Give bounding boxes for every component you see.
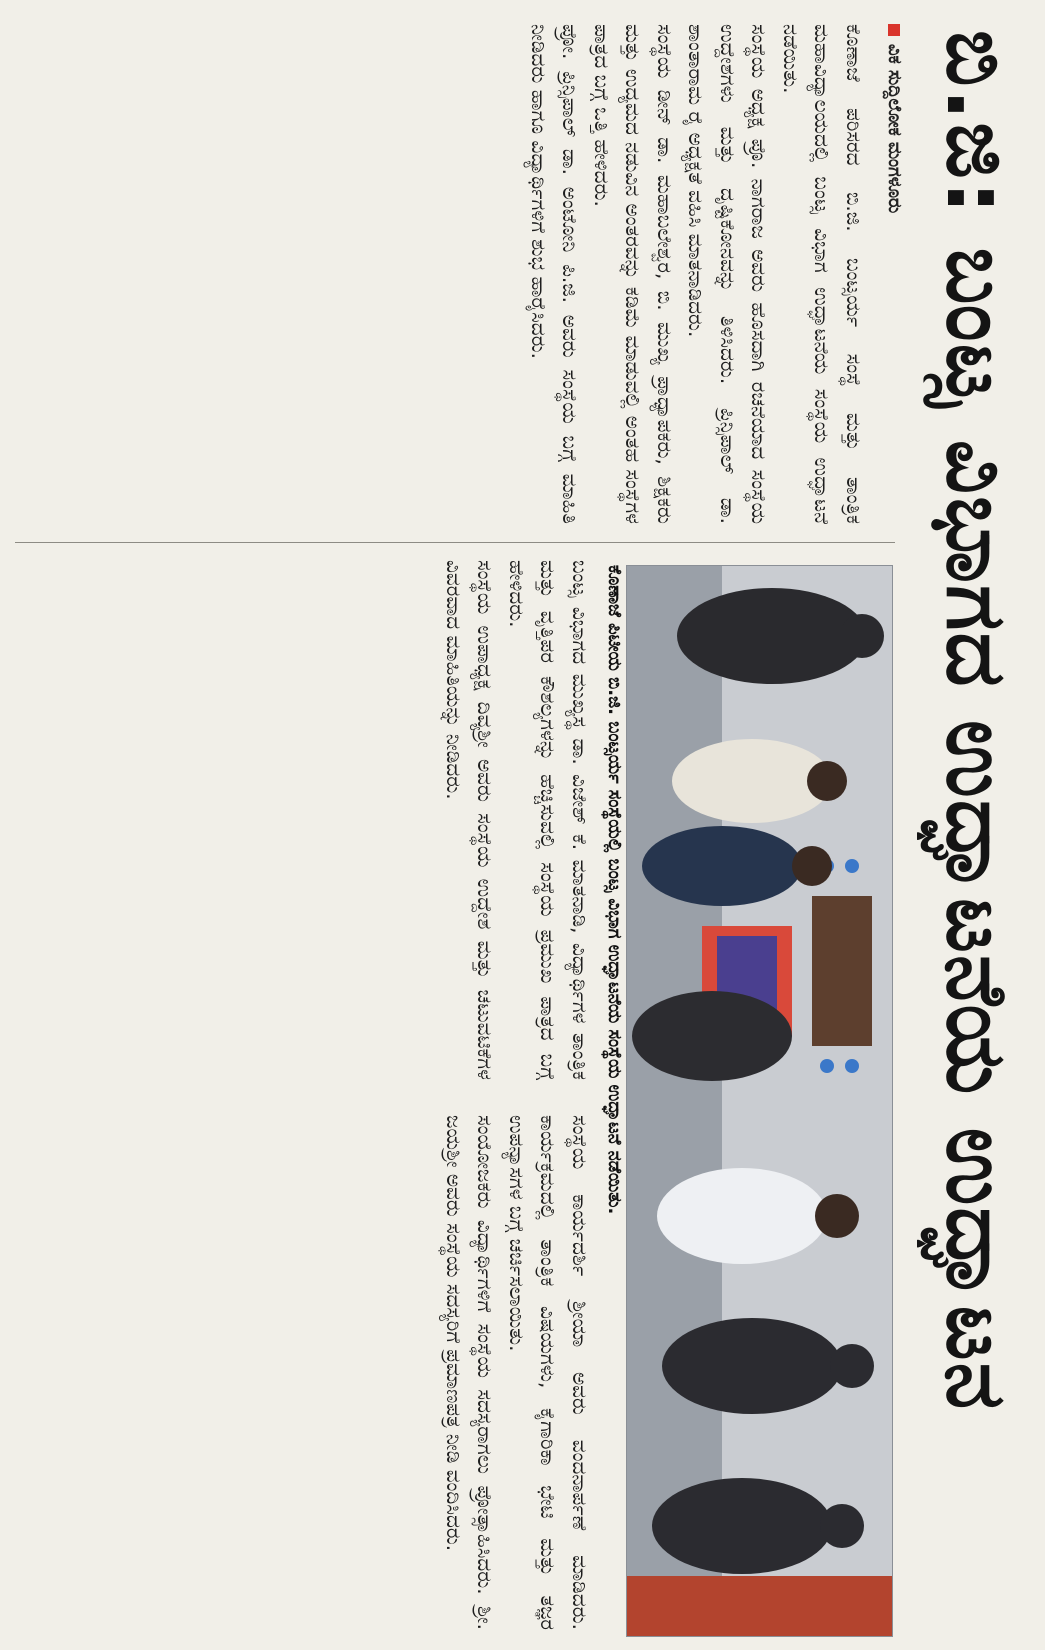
column-divider — [15, 542, 895, 543]
column-1 — [523, 24, 870, 524]
paragraph: ಸಂಸ್ಥೆಯ ಉಪಾಧ್ಯಕ್ಷ ದಿವ್ಯಶ್ರೀ ಅವರು ಸಂಸ್ಥೆಯ ಉದ್ದೇಶ ಮತ್ತು ಚಟುವಟಿಕೆಗಳ ವಿವರವಾದ ಮಾಹಿತಿಯನ್ನು ನೀಡಿದರು. — [442, 560, 498, 1080]
photo-illustration — [627, 566, 892, 1636]
column-2 — [438, 560, 596, 1080]
column-3 — [438, 1115, 596, 1630]
paragraph: ಸಂಸ್ಥೆಯ ಡೀನ್ ಡಾ. ಮಹಾಬಲೇಶ್ವರ, ಬಿ. ಮುಖ್ಯ ಪ್ರಾಧ್ಯಾಪಕರು, ಶಿಕ್ಷಕರು ಮತ್ತು ಉದ್ಯಮದ ನಡುವಿನ ಅಂತರವನ್ನು ಕಡಿಮೆ ಮಾಡುವಲ್ಲಿ ಅಂತಹ ಸಂಸ್ಥೆಗಳ ಪಾತ್ರದ ಬಗ್ಗೆ ಒತ್ತಿ ಹೇಳಿದರು. — [590, 24, 677, 524]
photo-caption: ಕೊಣಾಜೆ ಪಿಟೀಯ ಬಿ.ಜಿ. ಬಂಟ್ಸರ್ಯ ಸಂಸ್ಥೆಯಲ್ಲಿ ಬಂಟ್ಸ ವಿಭಾಗ ಉದ್ಘಾಟನೆಯ ಸಂಸ್ಥೆಯ ಉದ್ಘಾಟನೆ ನಡೆಯಿತು. — [604, 565, 625, 1215]
paragraph: ಬಂಟ್ಸ ವಿಭಾಗದ ಮುಖ್ಯಸ್ಥ ಡಾ. ವಿಜೇಶ್ ಕೆ. ಮಾತನಾಡಿ, ವಿದ್ಯಾರ್ಥಿಗಳ ತಾಂತ್ರಿಕ ಮತ್ತು ವೃತ್ತಿಪರ ಕೌಶಲ್ಯಗಳನ್ನು ಹೆಚ್ಚಿಸುವಲ್ಲಿ ಸಂಸ್ಥೆಯ ಪ್ರಮುಖ ಪಾತ್ರದ ಬಗ್ಗೆ ಹೇಳಿದರು. — [505, 560, 592, 1080]
event-photo — [626, 565, 893, 1637]
paragraph: ಕೊಣಾಜೆ ಪರಿಸರದ ಬಿ.ಜಿ. ಬಂಟ್ಸರ್ಯ ಸಂಸ್ಥೆ ಮತ್ತು ತಾಂತ್ರಿಕ ಮಹಾವಿದ್ಯಾಲಯದಲ್ಲಿ ಬಂಟ್ಸ ವಿಭಾಗ ಉದ್ಘಾಟನೆಯ ಸಂಸ್ಥೆಯ ಉದ್ಘಾಟನೆ ನಡೆಯಿತು. — [779, 24, 866, 524]
paragraph: ಪ್ರೋ. ಪ್ರಿನ್ಸಿಪಾಲ್ ಡಾ. ಅಂಟೋನಿ ಪಿ.ಜಿ. ಅವರು ಸಂಸ್ಥೆಯ ಬಗ್ಗೆ ಮಾಹಿತಿ ನೀಡಿದರು ಹಾಗೂ ವಿದ್ಯಾರ್ಥಿಗಳಿಗೆ ಶುಭ ಹಾರೈಸಿದರು. — [527, 24, 583, 524]
byline — [877, 24, 905, 213]
headline: ಬಿ.ಜಿ: ಬಂಟ್ಸ ವಿಭಾಗದ ಉದ್ಘಾಟನೆಯ ಉದ್ಘಾಟನ — [928, 30, 1026, 1412]
byline-text: ವಿಕ ಸುದ್ದಿಲೋಕ ಮಂಗಳೂರು — [884, 44, 905, 214]
byline-marker-icon — [888, 24, 900, 36]
paragraph: ಸಂಯೋಜಕರು ವಿದ್ಯಾರ್ಥಿಗಳಿಗೆ ಸಂಸ್ಥೆಯ ಸದಸ್ಯರಾಗಲು ಪ್ರೋತ್ಸಾಹಿಸಿದರು. ಶ್ರೀ. ಜಯಶ್ರೀ ಅವರು ಸಂಸ್ಥೆಯ ಸದಸ್ಯರಿಗೆ ಪ್ರಮಾಣಪತ್ರ ನೀಡಿ ವಂದಿಸಿದರು. — [442, 1115, 498, 1630]
paragraph: ಸಂಸ್ಥೆಯ ಕಾರ್ಯದರ್ಶಿ ಶ್ರೀಯಾ ಅವರು ವಂದನಾರ್ಪಣೆ ಮಾಡಿದರು. ಕಾರ್ಯಕ್ರಮದಲ್ಲಿ ತಾಂತ್ರಿಕ ವಿಷಯಗಳು, ಕೈಗಾರಿಕಾ ಭೇಟಿ ಮತ್ತು ತಜ್ಞರ ಉಪನ್ಯಾಸಗಳ ಬಗ್ಗೆ ಚರ್ಚಿಸಲಾಯಿತು. — [505, 1115, 592, 1630]
paragraph: ಸಂಸ್ಥೆಯ ಅಧ್ಯಕ್ಷ ಪ್ರೊ. ನಾಗರಾಜ ಅವರು ಹೊಸದಾಗಿ ರಚನೆಯಾದ ಸಂಸ್ಥೆಯ ಉದ್ದೇಶಗಳು ಮತ್ತು ದೃಷ್ಟಿಕೋನವನ್ನು ತಿಳಿಸಿದರು. ಪ್ರಿನ್ಸಿಪಾಲ್ ಡಾ. ಶಾಂತಾರಾಮ ರೈ ಅಧ್ಯಕ್ಷತೆ ವಹಿಸಿ ಮಾತನಾಡಿದರು. — [684, 24, 772, 524]
